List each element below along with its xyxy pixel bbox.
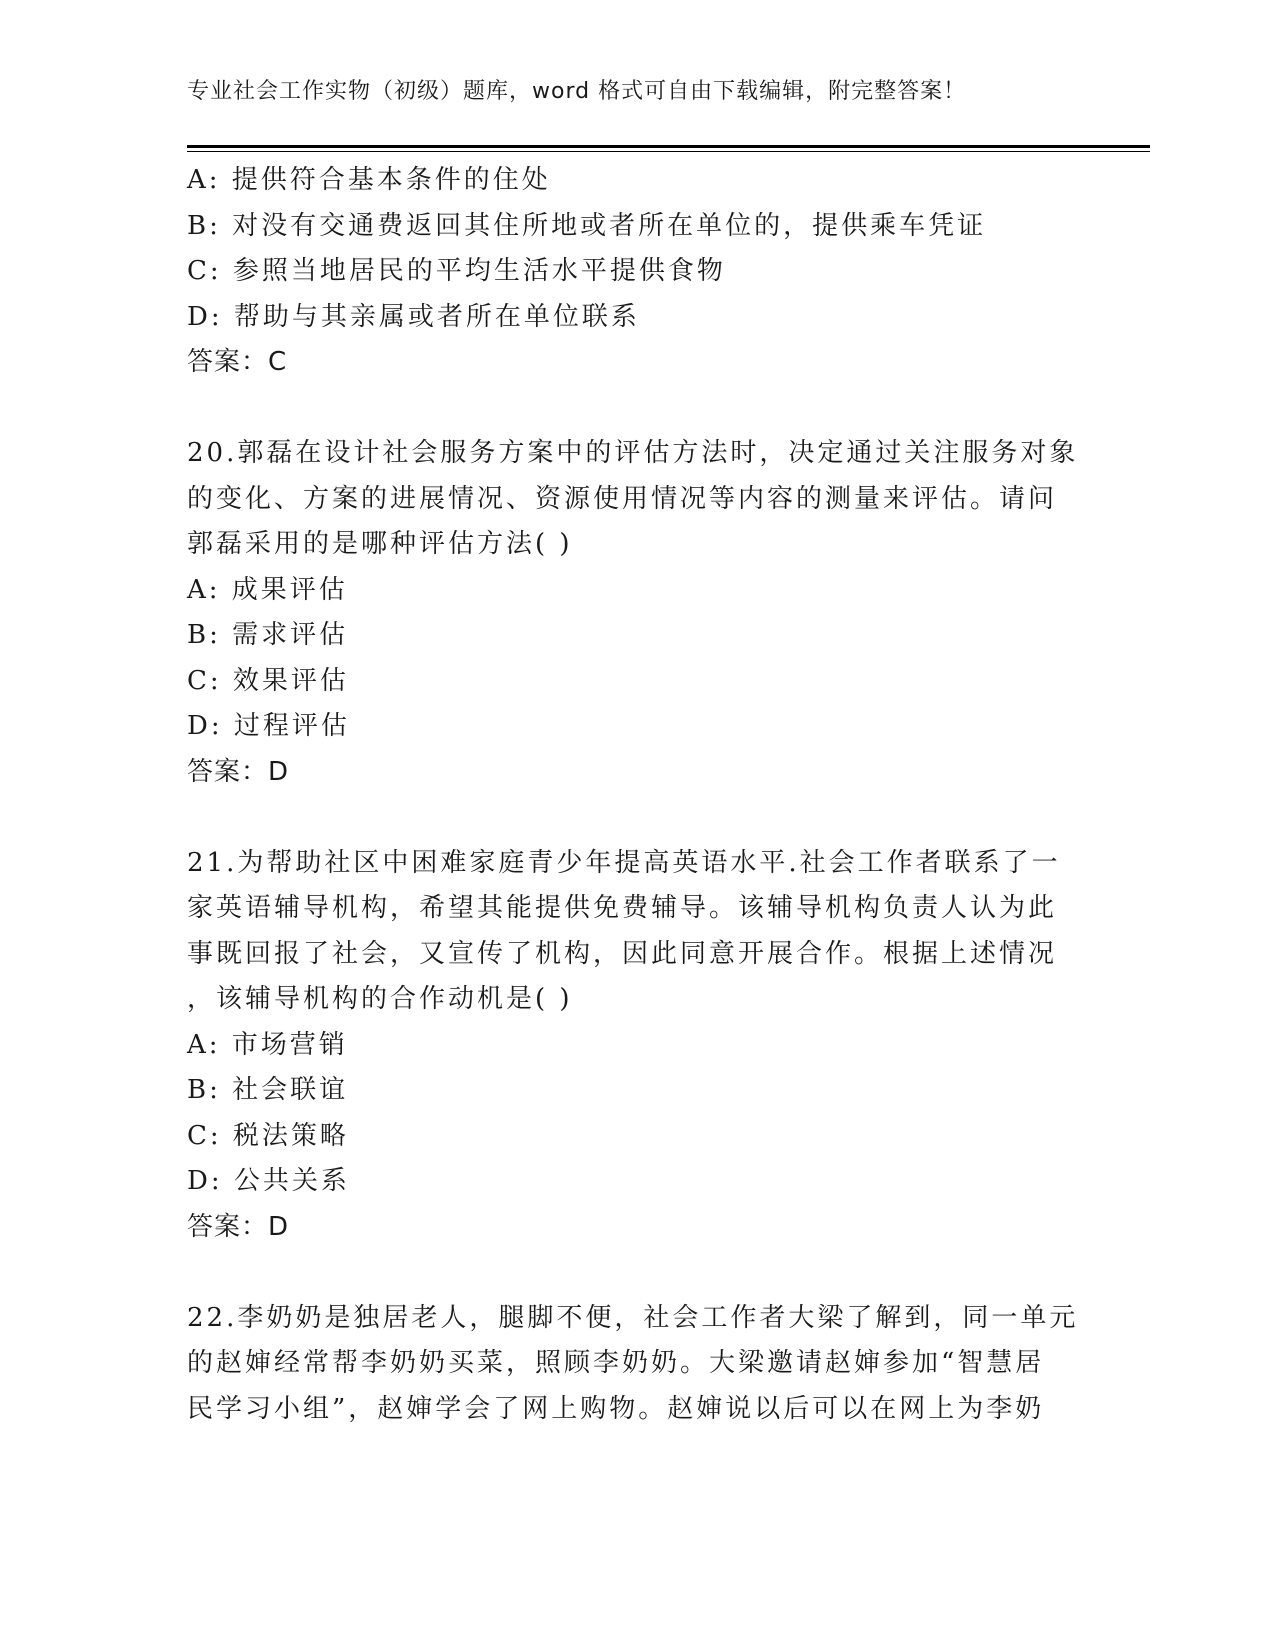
text-line: A: 成果评估	[187, 574, 348, 605]
text-line: ，该辅导机构的合作动机是( )	[187, 984, 573, 1014]
text-line: 家英语辅导机构，希望其能提供免费辅导。该辅导机构负责人认为此	[187, 893, 1058, 923]
text-line: B: 对没有交通费返回其住所地或者所在单位的，提供乘车凭证	[187, 210, 987, 241]
text-line: C: 效果评估	[187, 665, 349, 696]
answer-line: 答案：D	[187, 1211, 290, 1242]
answer-line: 答案：C	[187, 347, 288, 377]
text-line: 事既回报了社会，又宣传了机构，因此同意开展合作。根据上述情况	[187, 938, 1058, 969]
answer-line: 答案：D	[187, 756, 290, 787]
paragraph-gap	[187, 795, 1067, 841]
text-line: 的变化、方案的进展情况、资源使用情况等内容的测量来评估。请问	[187, 483, 1058, 514]
text-line: C: 税法策略	[187, 1120, 349, 1151]
text-line: 郭磊采用的是哪种评估方法( )	[187, 529, 573, 559]
text-line: A: 市场营销	[187, 1029, 348, 1060]
header-rule-thick	[187, 145, 1150, 148]
text-line: 20.郭磊在设计社会服务方案中的评估方法时，决定通过关注服务对象	[187, 438, 1079, 468]
text-line: D: 过程评估	[187, 711, 350, 741]
text-line: 21.为帮助社区中困难家庭青少年提高英语水平.社会工作者联系了一	[187, 847, 1061, 878]
text-line: B: 需求评估	[187, 620, 349, 650]
text-line: C: 参照当地居民的平均生活水平提供食物	[187, 256, 726, 286]
text-line: 22.李奶奶是独居老人，腿脚不便，社会工作者大梁了解到，同一单元	[187, 1302, 1079, 1333]
text-line: 的赵婶经常帮李奶奶买菜，照顾李奶奶。大梁邀请赵婶参加“智慧居	[187, 1348, 1045, 1378]
text-line: D: 帮助与其亲属或者所在单位联系	[187, 301, 640, 332]
page-header: 专业社会工作实物（初级）题库，word 格式可自由下载编辑，附完整答案！	[187, 79, 967, 104]
paragraph-gap	[187, 386, 1067, 432]
text-line: 民学习小组”，赵婶学会了网上购物。赵婶说以后可以在网上为李奶	[187, 1393, 1045, 1424]
text-line: D: 公共关系	[187, 1166, 350, 1196]
header-rule-thin	[187, 151, 1150, 152]
text-line: A: 提供符合基本条件的住处	[187, 165, 551, 195]
text-line: B: 社会联谊	[187, 1075, 349, 1105]
paragraph-gap	[187, 1250, 1067, 1296]
question-content	[187, 158, 1079, 1432]
